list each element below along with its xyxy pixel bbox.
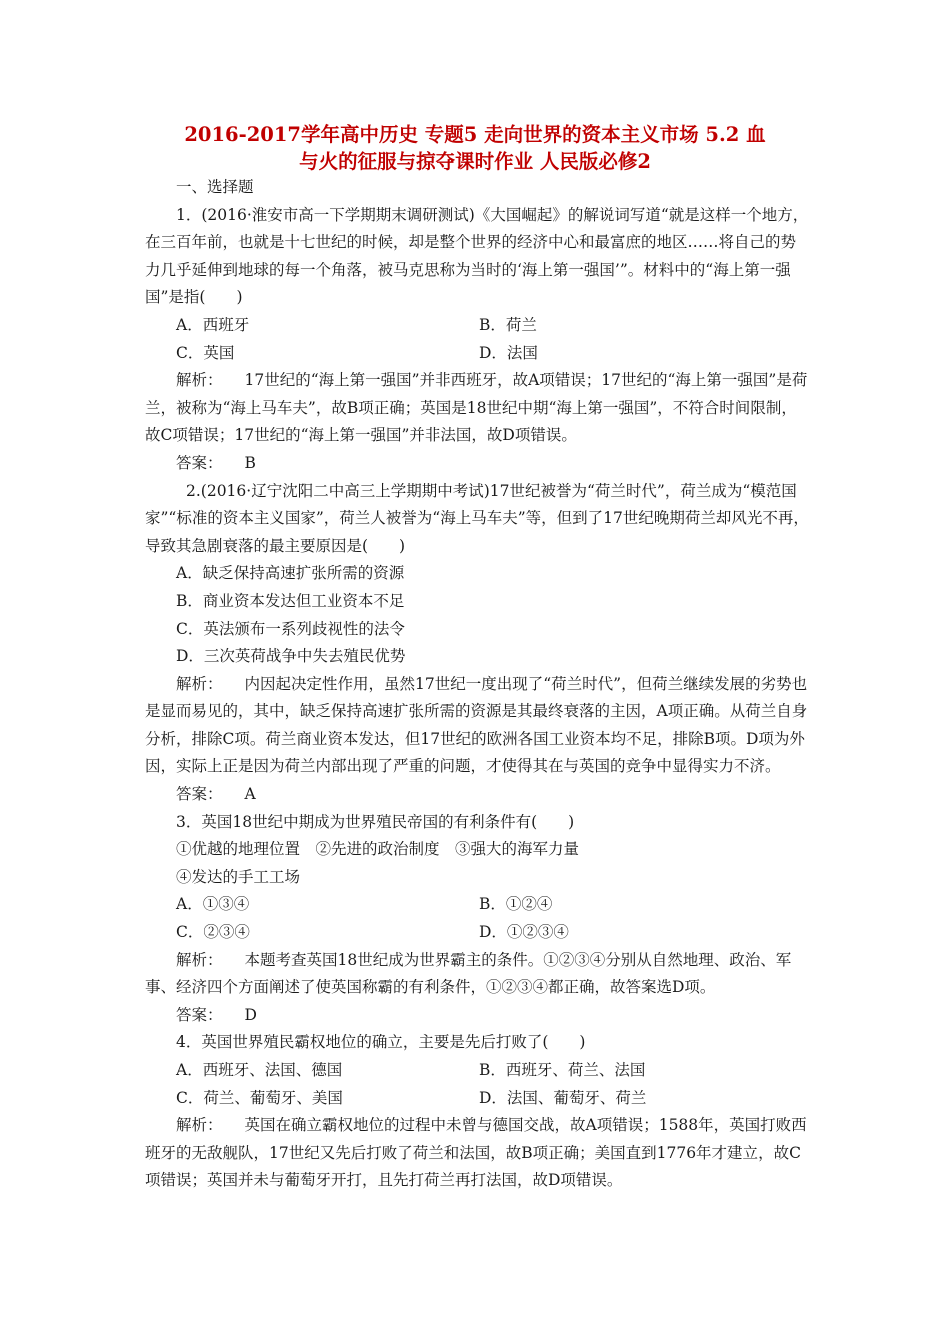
option: A．西班牙 [176, 315, 250, 334]
question-4-options-row-2 [145, 1085, 810, 1113]
question-3-stem: 3．英国18世纪中期成为世界殖民帝国的有利条件有( ) [176, 812, 575, 831]
question-4-stem: 4．英国世界殖民霸权地位的确立，主要是先后打败了( ) [176, 1033, 586, 1052]
analysis-label: 解析： [176, 371, 223, 390]
question-3-options-row-1 [145, 891, 810, 919]
option: D．三次英荷战争中失去殖民优势 [176, 647, 406, 666]
question-1-answer [145, 450, 810, 478]
title-line-1: 2016-2017学年高中历史 专题5 走向世界的资本主义市场 5.2 血 [184, 123, 766, 146]
option: B．荷兰 [479, 315, 537, 334]
analysis-text: 内因起决定性作用，虽然17世纪一度出现了“荷兰时代”，但荷兰继续发展的劣势也是显而易见的，其中，缺乏保持高速扩张所需的资源是其最终衰落的主因，A项正确。从荷兰自身分析，排除C项。荷兰商业资本发达，但17世纪的欧洲各国工业资本均不足，排除B项。D项为外因，实际上正是因为荷兰内部出现了严重的问题，才使得其在与英国的竞争中显得实力不济。 [145, 674, 808, 776]
answer-label: 答案： [176, 453, 223, 472]
document-body [145, 174, 810, 1195]
option: A．①③④ [176, 895, 250, 914]
option: A．缺乏保持高速扩张所需的资源 [176, 564, 405, 583]
option: B．西班牙、荷兰、法国 [479, 1061, 646, 1079]
option: B．商业资本发达但工业资本不足 [176, 591, 405, 610]
question-1-stem: 1．(2016·淮安市高一下学期期末调研测试)《大国崛起》的解说词写道“就是这样一个地方，在三百年前，也就是十七世纪的时候，却是整个世界的经济中心和最富庶的地区……将自己的势力几乎延伸到地球的每一个角落，被马克思称为当时的‘海上第一强国’”。材料中的“海上第一强国”是指( ) [145, 205, 809, 307]
answer-label: 答案： [176, 1005, 223, 1024]
answer-value: A [244, 785, 256, 804]
option: A．西班牙、法国、德国 [176, 1061, 343, 1079]
question-2-analysis [145, 671, 810, 781]
answer-value: D [244, 1005, 257, 1024]
question-1-options-row-2 [145, 340, 810, 368]
option: C．荷兰、葡萄牙、美国 [176, 1088, 343, 1107]
option: D．法国 [479, 343, 538, 362]
title-line-2: 与火的征服与掠夺课时作业 人民版必修2 [299, 150, 651, 173]
question-1-options-row-1 [145, 312, 810, 340]
question-3-analysis [145, 947, 810, 1002]
question-3-options-row-2 [145, 919, 810, 947]
analysis-text: 本题考查英国18世纪成为世界霸主的条件。①②③④分别从自然地理、政治、军事、经济四个方面阐述了使英国称霸的有利条件，①②③④都正确，故答案选D项。 [145, 950, 792, 997]
answer-label: 答案： [176, 785, 223, 804]
analysis-label: 解析： [176, 1116, 223, 1135]
question-1-analysis [145, 367, 810, 450]
analysis-label: 解析： [176, 950, 223, 969]
option: B．①②④ [479, 895, 553, 914]
option: D．①②③④ [479, 923, 569, 942]
analysis-text: 英国在确立霸权地位的过程中未曾与德国交战，故A项错误；1588年，英国打败西班牙的无敌舰队，17世纪又先后打败了荷兰和法国，故B项正确；美国直到1776年才建立，故C项错误；英国并未与葡萄牙开打，且先打荷兰再打法国，故D项错误。 [145, 1116, 807, 1190]
option: C．英国 [176, 343, 235, 362]
analysis-text: 17世纪的“海上第一强国”并非西班牙，故A项错误；17世纪的“海上第一强国”是荷兰，被称为“海上马车夫”，故B项正确；英国是18世纪中期“海上第一强国”，不符合时间限制，故C项错误；17世纪的“海上第一强国”并非法国，故D项错误。 [145, 371, 808, 445]
option: C．英法颁布一系列歧视性的法令 [176, 619, 405, 638]
option: D．法国、葡萄牙、荷兰 [479, 1088, 647, 1107]
question-2-answer [145, 781, 810, 809]
answer-value: B [244, 453, 256, 472]
document-title [120, 121, 830, 175]
question-2-stem: 2.(2016·辽宁沈阳二中高三上学期期中考试)17世纪被誉为“荷兰时代”，荷兰成为“模范国家”“标准的资本主义国家”，荷兰人被誉为“海上马车夫”等，但到了17世纪晚期荷兰却风光不再，导致其急剧衰落的最主要原因是( ) [145, 481, 809, 555]
analysis-label: 解析： [176, 674, 223, 693]
question-3-items-line-2: ④发达的手工工场 [176, 867, 301, 886]
question-4-analysis [145, 1112, 810, 1195]
question-3-answer [145, 1002, 810, 1030]
option: C．②③④ [176, 923, 250, 942]
question-3-items-line-1: ①优越的地理位置 ②先进的政治制度 ③强大的海军力量 [176, 840, 580, 859]
question-4-options-row-1 [145, 1057, 810, 1085]
section-heading: 一、选择题 [176, 178, 254, 196]
